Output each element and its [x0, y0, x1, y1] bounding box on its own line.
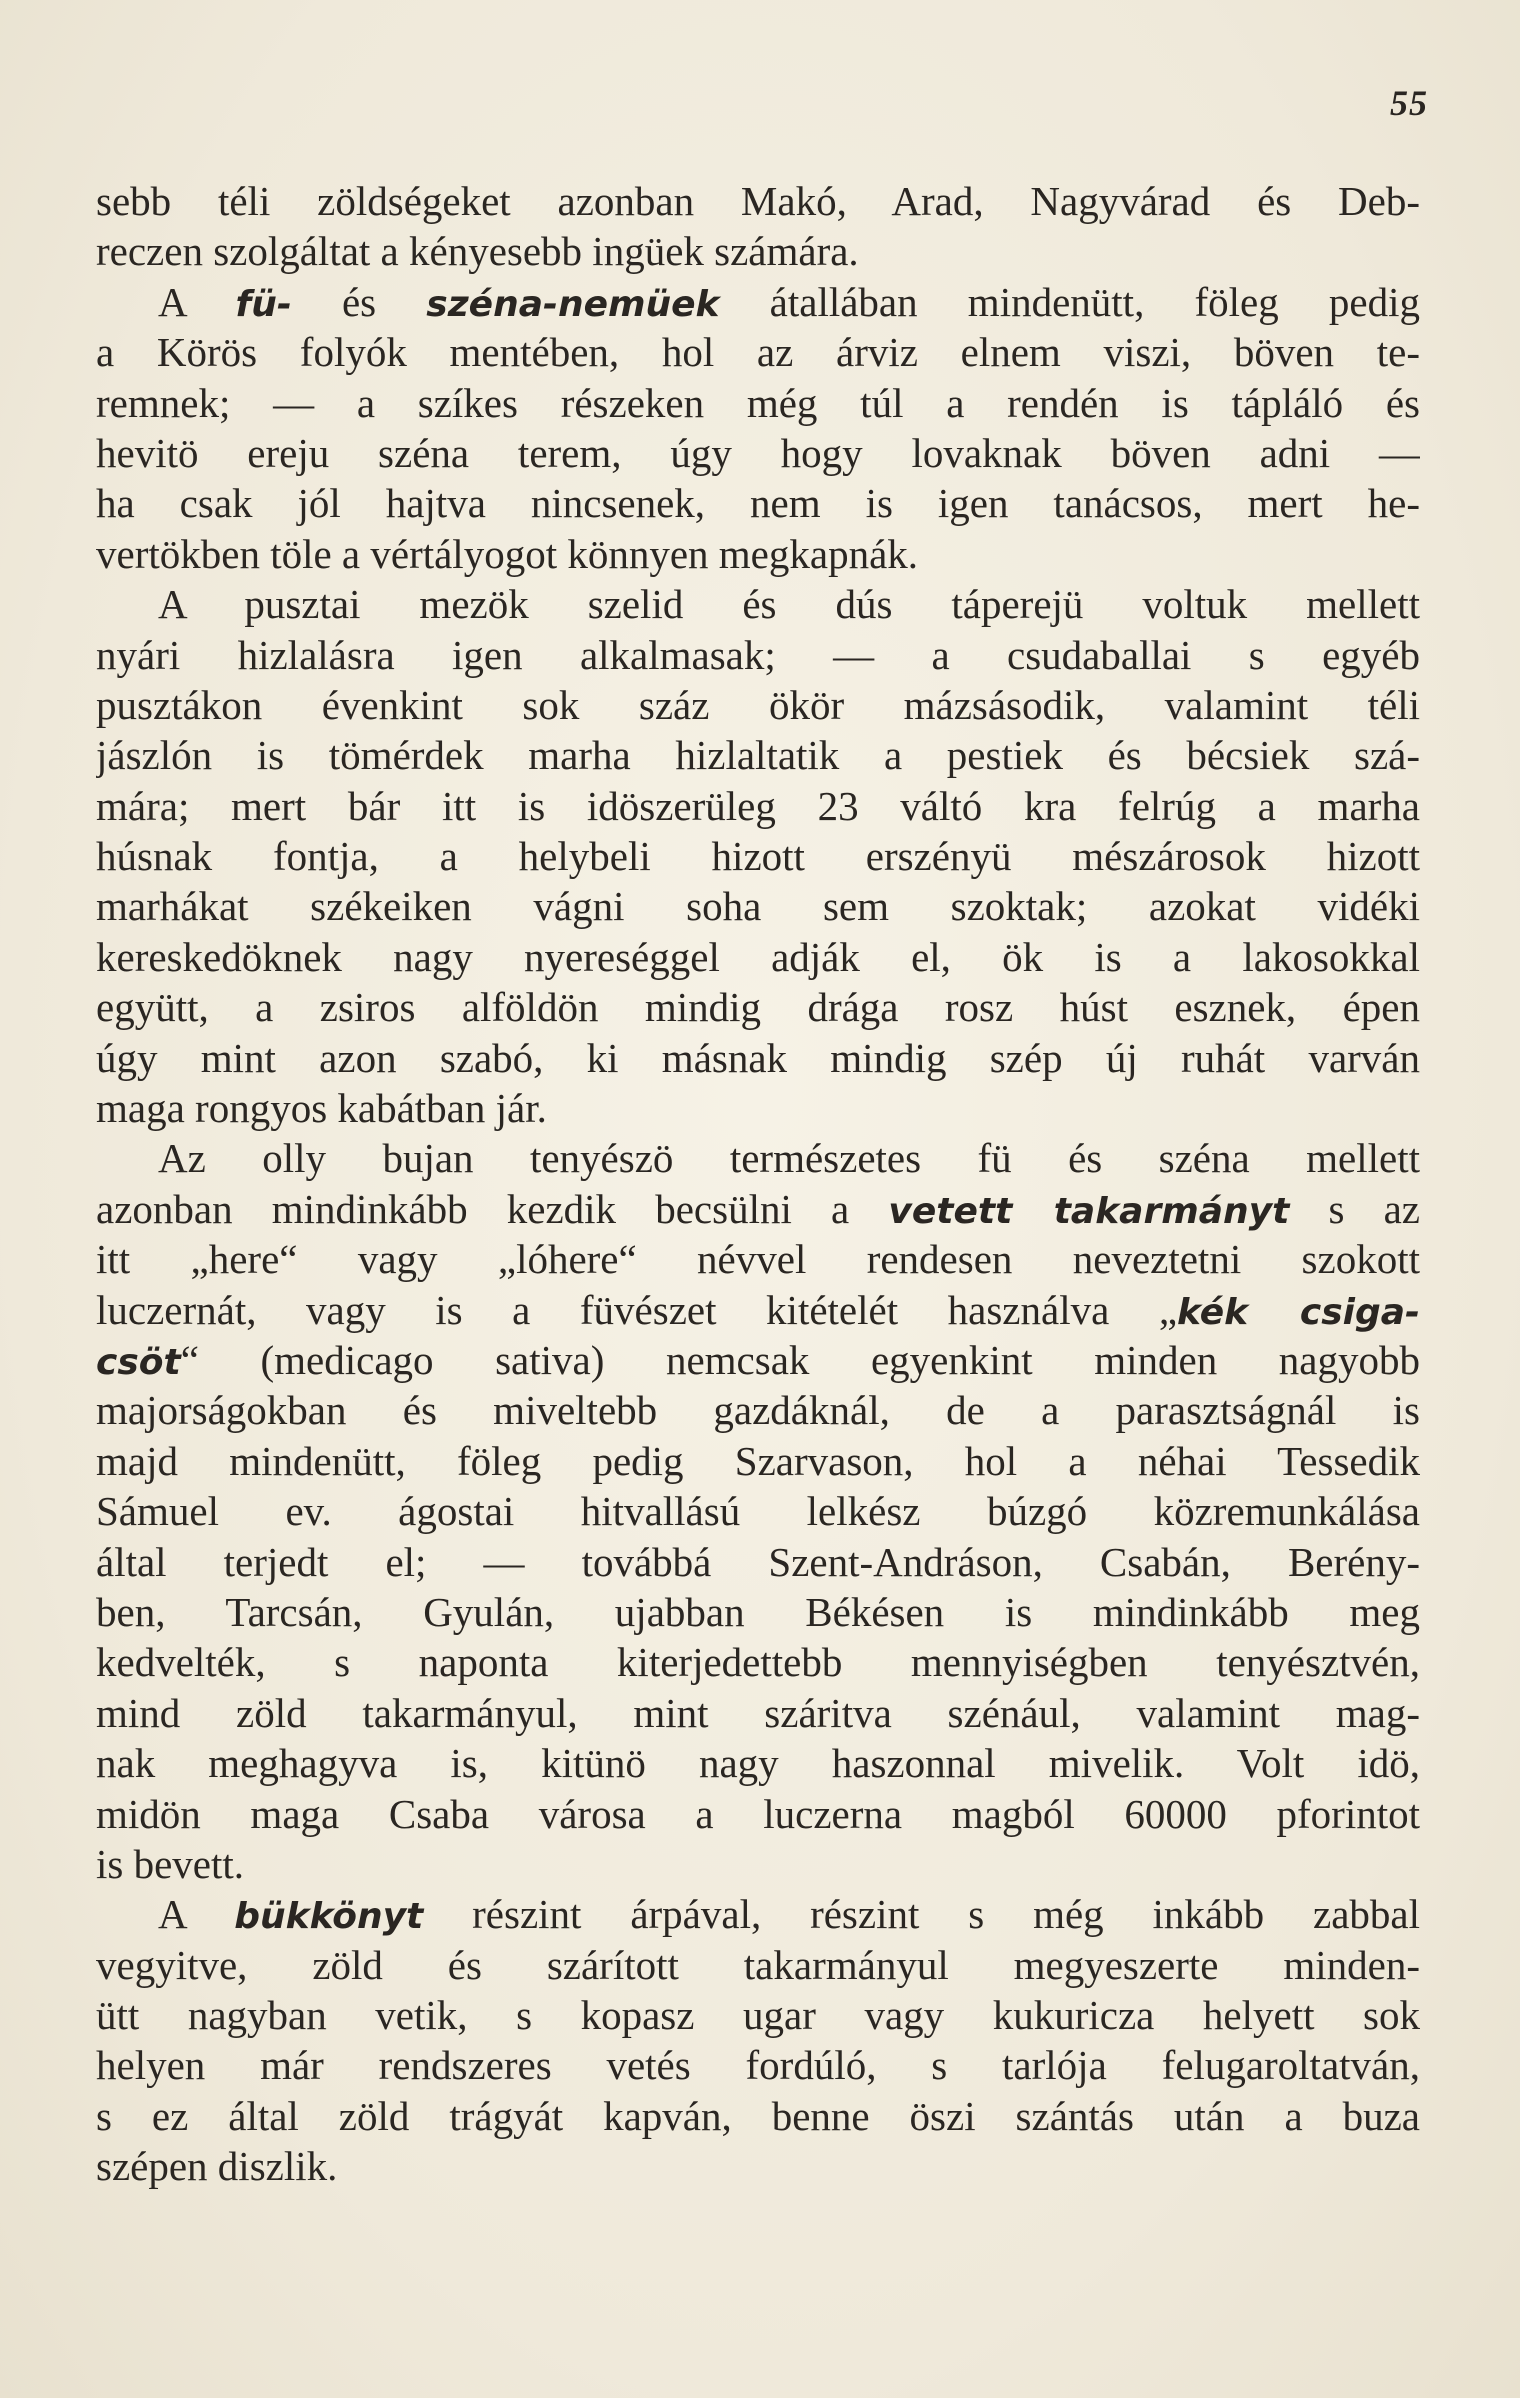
- text-line: kereskedöknek nagy nyereséggel adják el, ök is a lakosokkal: [96, 933, 1420, 980]
- emphasized-term: kék csiga-: [1177, 1291, 1420, 1333]
- text-line: Sámuel ev. ágostai hitvallású lelkész búzgó közremunkálása: [96, 1488, 1420, 1535]
- text-line: itt „here“ vagy „lóhere“ névvel rendesen neveztetni szokott: [96, 1236, 1420, 1283]
- text-segment: luczernát, vagy is a füvészet kitételét használva „: [96, 1286, 1178, 1333]
- text-line: reczen szolgáltat a kényesebb ingüek számára.: [96, 228, 859, 275]
- text-line: [96, 277, 1420, 327]
- text-line: a Körös folyók mentében, hol az árviz elnem viszi, böven te-: [96, 329, 1420, 376]
- text-segment: A: [158, 1891, 235, 1938]
- text-line: s ez által zöld trágyát kapván, benne öszi szántás után a buza: [96, 2092, 1420, 2139]
- text-line: nak meghagyva is, kitünö nagy haszonnal mivelik. Volt idö,: [96, 1740, 1420, 1787]
- text-line: mind zöld takarmányul, mint száritva szénául, valamint mag-: [96, 1689, 1420, 1736]
- text-line: nyári hizlalásra igen alkalmasak; — a csudaballai s egyéb: [96, 631, 1420, 678]
- text-line: ütt nagyban vetik, s kopasz ugar vagy kukuricza helyett sok: [96, 1992, 1420, 2039]
- text-line: remnek; — a szíkes részeken még túl a rendén is tápláló és: [96, 379, 1420, 426]
- text-segment: A: [158, 278, 236, 325]
- emphasized-term: csöt: [96, 1341, 181, 1383]
- text-line: [96, 1184, 1420, 1234]
- text-line: [96, 1335, 1420, 1385]
- page-number: 55: [1390, 83, 1428, 123]
- text-line: mára; mert bár itt is idöszerüleg 23 váltó kra felrúg a marha: [96, 782, 1420, 829]
- text-segment: átallában mindenütt, föleg pedig: [719, 278, 1420, 325]
- text-line: hevitö ereju széna terem, úgy hogy lovaknak böven adni —: [96, 429, 1420, 476]
- text-line: ha csak jól hajtva nincsenek, nem is igen tanácsos, mert he-: [96, 480, 1420, 527]
- text-line: húsnak fontja, a helybeli hizott erszényü mészárosok hizott: [96, 833, 1420, 880]
- text-line: sebb téli zöldségeket azonban Makó, Arad, Nagyvárad és Deb-: [96, 178, 1420, 224]
- text-line: ben, Tarcsán, Gyulán, ujabban Békésen is mindinkább meg: [96, 1588, 1420, 1635]
- text-segment: és: [291, 278, 427, 325]
- text-line: kedvelték, s naponta kiterjedettebb mennyiségben tenyésztvén,: [96, 1639, 1420, 1686]
- text-line: A pusztai mezök szelid és dús táperejü voltuk mellett: [158, 581, 1420, 628]
- text-line: is bevett.: [96, 1840, 245, 1887]
- text-line: jászlón is tömérdek marha hizlaltatik a pestiek és bécsiek szá-: [96, 732, 1420, 779]
- text-line: pusztákon évenkint sok száz ökör mázsásodik, valamint téli: [96, 681, 1420, 728]
- text-line: Az olly bujan tenyészö természetes fü és széna mellett: [158, 1135, 1420, 1182]
- text-line: [96, 1285, 1420, 1335]
- text-line: maga rongyos kabátban jár.: [96, 1085, 547, 1132]
- text-line: együtt, a zsiros alföldön mindig drága rosz húst esznek, épen: [96, 984, 1420, 1031]
- text-line: vegyitve, zöld és szárított takarmányul megyeszerte minden-: [96, 1941, 1420, 1988]
- text-line: majorságokban és miveltebb gazdáknál, de a parasztságnál is: [96, 1387, 1420, 1434]
- text-line: által terjedt el; — továbbá Szent-Andráson, Csabán, Berény-: [96, 1538, 1420, 1585]
- text-line: szépen diszlik.: [96, 2143, 338, 2190]
- text-segment: azonban mindinkább kezdik becsülni a: [96, 1185, 889, 1232]
- text-line: úgy mint azon szabó, ki másnak mindig szép új ruhát varván: [96, 1034, 1420, 1081]
- body-text: [96, 176, 1420, 2192]
- text-line: midön maga Csaba városa a luczerna magból 60000 pforintot: [96, 1790, 1420, 1837]
- text-segment: “ (medicago sativa) nemcsak egyenkint minden nagyobb: [180, 1336, 1420, 1383]
- text-line: [96, 1889, 1420, 1939]
- emphasized-term: vetett takarmányt: [888, 1190, 1290, 1232]
- text-segment: s az: [1289, 1185, 1420, 1232]
- text-line: marhákat székeiken vágni soha sem szoktak; azokat vidéki: [96, 883, 1420, 930]
- emphasized-term: széna-nemüek: [426, 283, 720, 325]
- text-line: helyen már rendszeres vetés fordúló, s tarlója felugaroltatván,: [96, 2042, 1420, 2089]
- text-line: majd mindenütt, föleg pedig Szarvason, hol a néhai Tessedik: [96, 1437, 1420, 1484]
- emphasized-term: bükkönyt: [234, 1896, 424, 1938]
- text-segment: részint árpával, részint s még inkább zabbal: [423, 1891, 1420, 1938]
- text-line: vertökben töle a vértályogot könnyen megkapnák.: [96, 530, 919, 577]
- emphasized-term: fü-: [235, 283, 292, 325]
